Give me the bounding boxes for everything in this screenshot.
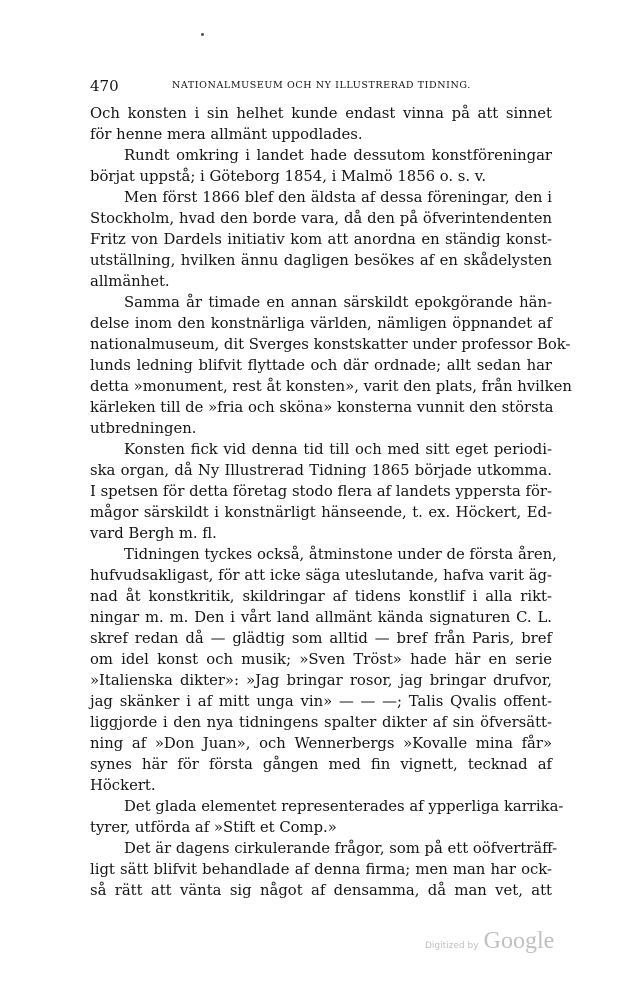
text-line: Fritz von Dardels initiativ kom att anordna en ständig konst- <box>90 231 552 248</box>
text-line: ska organ, då Ny Illustrerad Tidning 1865 började utkomma. <box>90 462 552 479</box>
text-line: ningar m. m. Den i vårt land allmänt kända signaturen C. L. <box>90 609 552 626</box>
text-line: hufvudsakligast, för att icke säga uteslutande, hafva varit äg- <box>90 567 552 584</box>
text-line: Höckert. <box>90 777 156 794</box>
page-number: 470 <box>90 77 119 95</box>
text-line: detta »monument, rest åt konsten», varit den plats, från hvilken <box>90 378 572 395</box>
text-line: Stockholm, hvad den borde vara, då den på öfverintendenten <box>90 210 552 227</box>
text-line: Men först 1866 blef den äldsta af dessa föreningar, den i <box>124 189 552 206</box>
text-line: utställning, hvilken ännu dagligen besökes af en skådelysten <box>90 252 552 269</box>
text-line: om idel konst och musik; »Sven Tröst» hade här en serie <box>90 651 552 668</box>
text-line: Tidningen tyckes också, åtminstone under de första åren, <box>124 546 557 563</box>
text-line: nationalmuseum, dit Sverges konstskatter under professor Bok- <box>90 336 571 353</box>
text-line: Det är dagens cirkulerande frågor, som på ett oöfverträff- <box>124 840 558 857</box>
text-line: börjat uppstå; i Göteborg 1854, i Malmö 1856 o. s. v. <box>90 168 487 185</box>
watermark-prefix: Digitized by <box>425 941 479 951</box>
text-line: mågor särskildt i konstnärligt hänseende, t. ex. Höckert, Ed- <box>90 504 552 521</box>
text-line: vard Bergh m. fl. <box>90 525 217 542</box>
text-line: allmänhet. <box>90 273 170 290</box>
digitized-watermark <box>425 928 554 955</box>
text-line: tyrer, utförda af »Stift et Comp.» <box>90 819 337 836</box>
text-line: Samma år timade en annan särskildt epokgörande hän- <box>124 294 552 311</box>
text-line: nad åt konstkritik, skildringar af tidens konstlif i alla rikt- <box>90 588 552 605</box>
text-line: utbredningen. <box>90 420 197 437</box>
text-line: skref redan då — glädtig som alltid — bref från Paris, bref <box>90 630 552 647</box>
page-header <box>90 78 550 94</box>
text-line: kärleken till de »fria och sköna» konsterna vunnit den största <box>90 399 554 416</box>
text-line: Det glada elementet representerades af ypperliga karrika- <box>124 798 564 815</box>
text-line: Konsten fick vid denna tid till och med sitt eget periodi- <box>124 441 552 458</box>
ink-speck <box>201 33 204 36</box>
text-line: I spetsen för detta företag stodo flera af landets yppersta för- <box>90 483 552 500</box>
text-line: lunds ledning blifvit flyttade och där ordnade; allt sedan har <box>90 357 552 374</box>
text-line: »Italienska dikter»: »Jag bringar rosor, jag bringar drufvor, <box>90 672 552 689</box>
text-line: delse inom den konstnärliga världen, nämligen öppnandet af <box>90 315 552 332</box>
text-line: ning af »Don Juan», och Wennerbergs »Kovalle mina får» <box>90 735 552 752</box>
google-logo: Google <box>483 928 555 954</box>
text-line: ligt sätt blifvit behandlade af denna firma; men man har ock- <box>90 861 552 878</box>
body-text <box>90 103 572 901</box>
text-line: jag skänker i af mitt unga vin» — — —; Talis Qvalis offent- <box>90 693 552 710</box>
text-line: synes här för första gången med fin vignett, tecknad af <box>90 756 552 773</box>
text-line: liggjorde i den nya tidningens spalter dikter af sin öfversätt- <box>90 714 552 731</box>
text-line: så rätt att vänta sig något af densamma, då man vet, att <box>90 882 552 899</box>
running-title: NATIONALMUSEUM OCH NY ILLUSTRERAD TIDNING. <box>172 80 471 91</box>
text-line: Rundt omkring i landet hade dessutom konstföreningar <box>124 147 552 164</box>
text-line: för henne mera allmänt uppodlades. <box>90 126 363 143</box>
text-line: Och konsten i sin helhet kunde endast vinna på att sinnet <box>90 105 552 122</box>
